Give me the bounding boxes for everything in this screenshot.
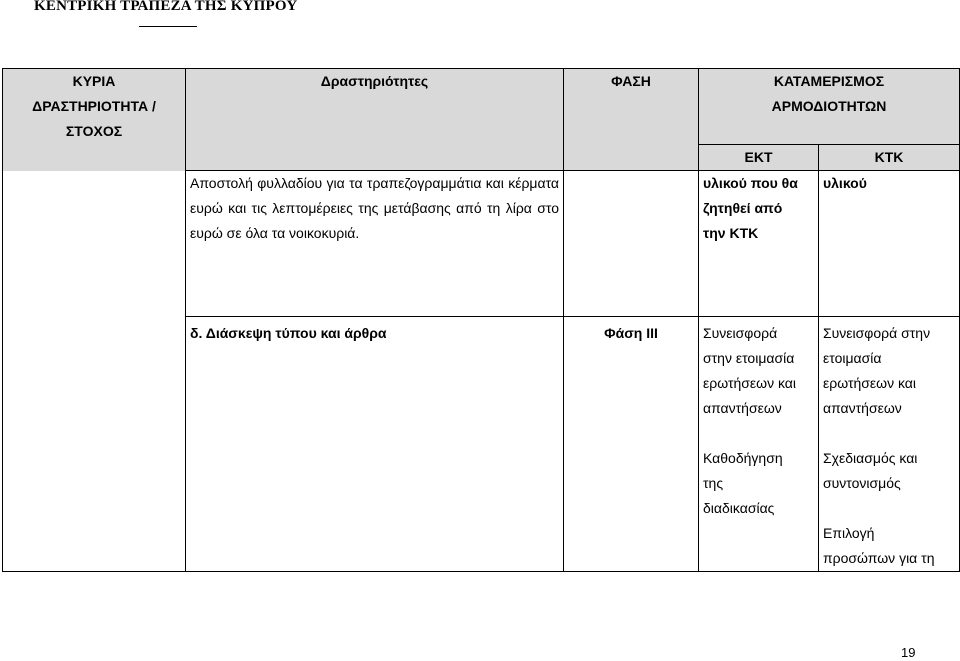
header-allocation-line-1: ΚΑΤΑΜΕΡΙΣΜΟΣ [773,73,885,89]
row2-ktk-line-1: Συνεισφορά στην [823,325,931,341]
row1-ekt [699,171,819,317]
row1-activity [186,171,564,317]
title-underline [139,26,197,27]
row2-ekt-line-2: στην ετοιμασία [703,350,795,366]
document-title: ΚΕΝΤΡΙΚΗ ΤΡΑΠΕΖΑ ΤΗΣ ΚΥΠΡΟΥ [34,0,298,14]
row2-ekt-line-3: ερωτήσεων και [703,375,796,391]
row2-ekt-line-1: Συνεισφορά [703,325,778,341]
header-main-activity-line-3: ΣΤΟΧΟΣ [65,123,123,139]
header-main-activity [3,69,186,171]
row1-phase [564,171,699,317]
row2-ekt-spacer [703,421,814,446]
row1-ktk [819,171,960,317]
row2-ktk-line-6: Σχεδιασμός και [823,450,918,466]
row1-ekt-line-3: την ΚΤΚ [703,225,759,241]
row2-ktk [819,317,960,572]
row2-ekt-line-8: διαδικασίας [703,500,775,516]
header-activities: Δραστηριότητες [186,69,564,171]
header-ekt: ΕΚΤ [699,145,819,171]
row2-ktk-line-7: συντονισμός [823,475,901,491]
row2-phase: Φάση ΙΙΙ [564,317,699,572]
header-ktk: ΚΤΚ [819,145,960,171]
row1-ekt-line-1: υλικού που θα [703,175,798,191]
row1-ktk-line-1: υλικού [823,175,867,191]
row2-ktk-line-10: προσώπων για τη [823,550,935,566]
activity-table [2,68,960,572]
header-allocation [699,69,960,145]
row2-activity: δ. Διάσκεψη τύπου και άρθρα [186,317,564,572]
row2-ekt-line-4: απαντήσεων [703,400,782,416]
row2-ekt [699,317,819,572]
row2-ktk-line-2: ετοιμασία [823,350,882,366]
row2-ktk-line-9: Επιλογή [823,525,875,541]
row2-ktk-line-4: απαντήσεων [823,400,902,416]
row1-activity-text: Αποστολή φυλλαδίου για τα τραπεζογραμμάτια και κέρματα ευρώ και τις λεπτομέρειες της μετάβασης από τη λίρα στο ευρώ σε όλα τα νοικοκυριά. [190,175,559,241]
row2-ekt-line-6: Καθοδήγηση [703,450,783,466]
header-allocation-line-2: ΑΡΜΟΔΙΟΤΗΤΩΝ [771,98,887,114]
row2-ktk-spacer [823,421,955,446]
header-row [3,69,960,145]
main-activity-cell [3,171,186,572]
header-main-activity-line-1: ΚΥΡΙΑ [72,73,116,89]
row1-ekt-line-2: ζητηθεί από [703,200,783,216]
header-main-activity-line-2: ΔΡΑΣΤΗΡΙΟΤΗΤΑ / [32,98,156,114]
page-number: 19 [901,645,916,660]
header-phase: ΦΑΣΗ [564,69,699,171]
row2-ktk-line-3: ερωτήσεων και [823,375,916,391]
row2-ekt-line-7: της [703,475,724,491]
table-row [3,171,960,317]
row2-ktk-spacer-2 [823,496,955,521]
